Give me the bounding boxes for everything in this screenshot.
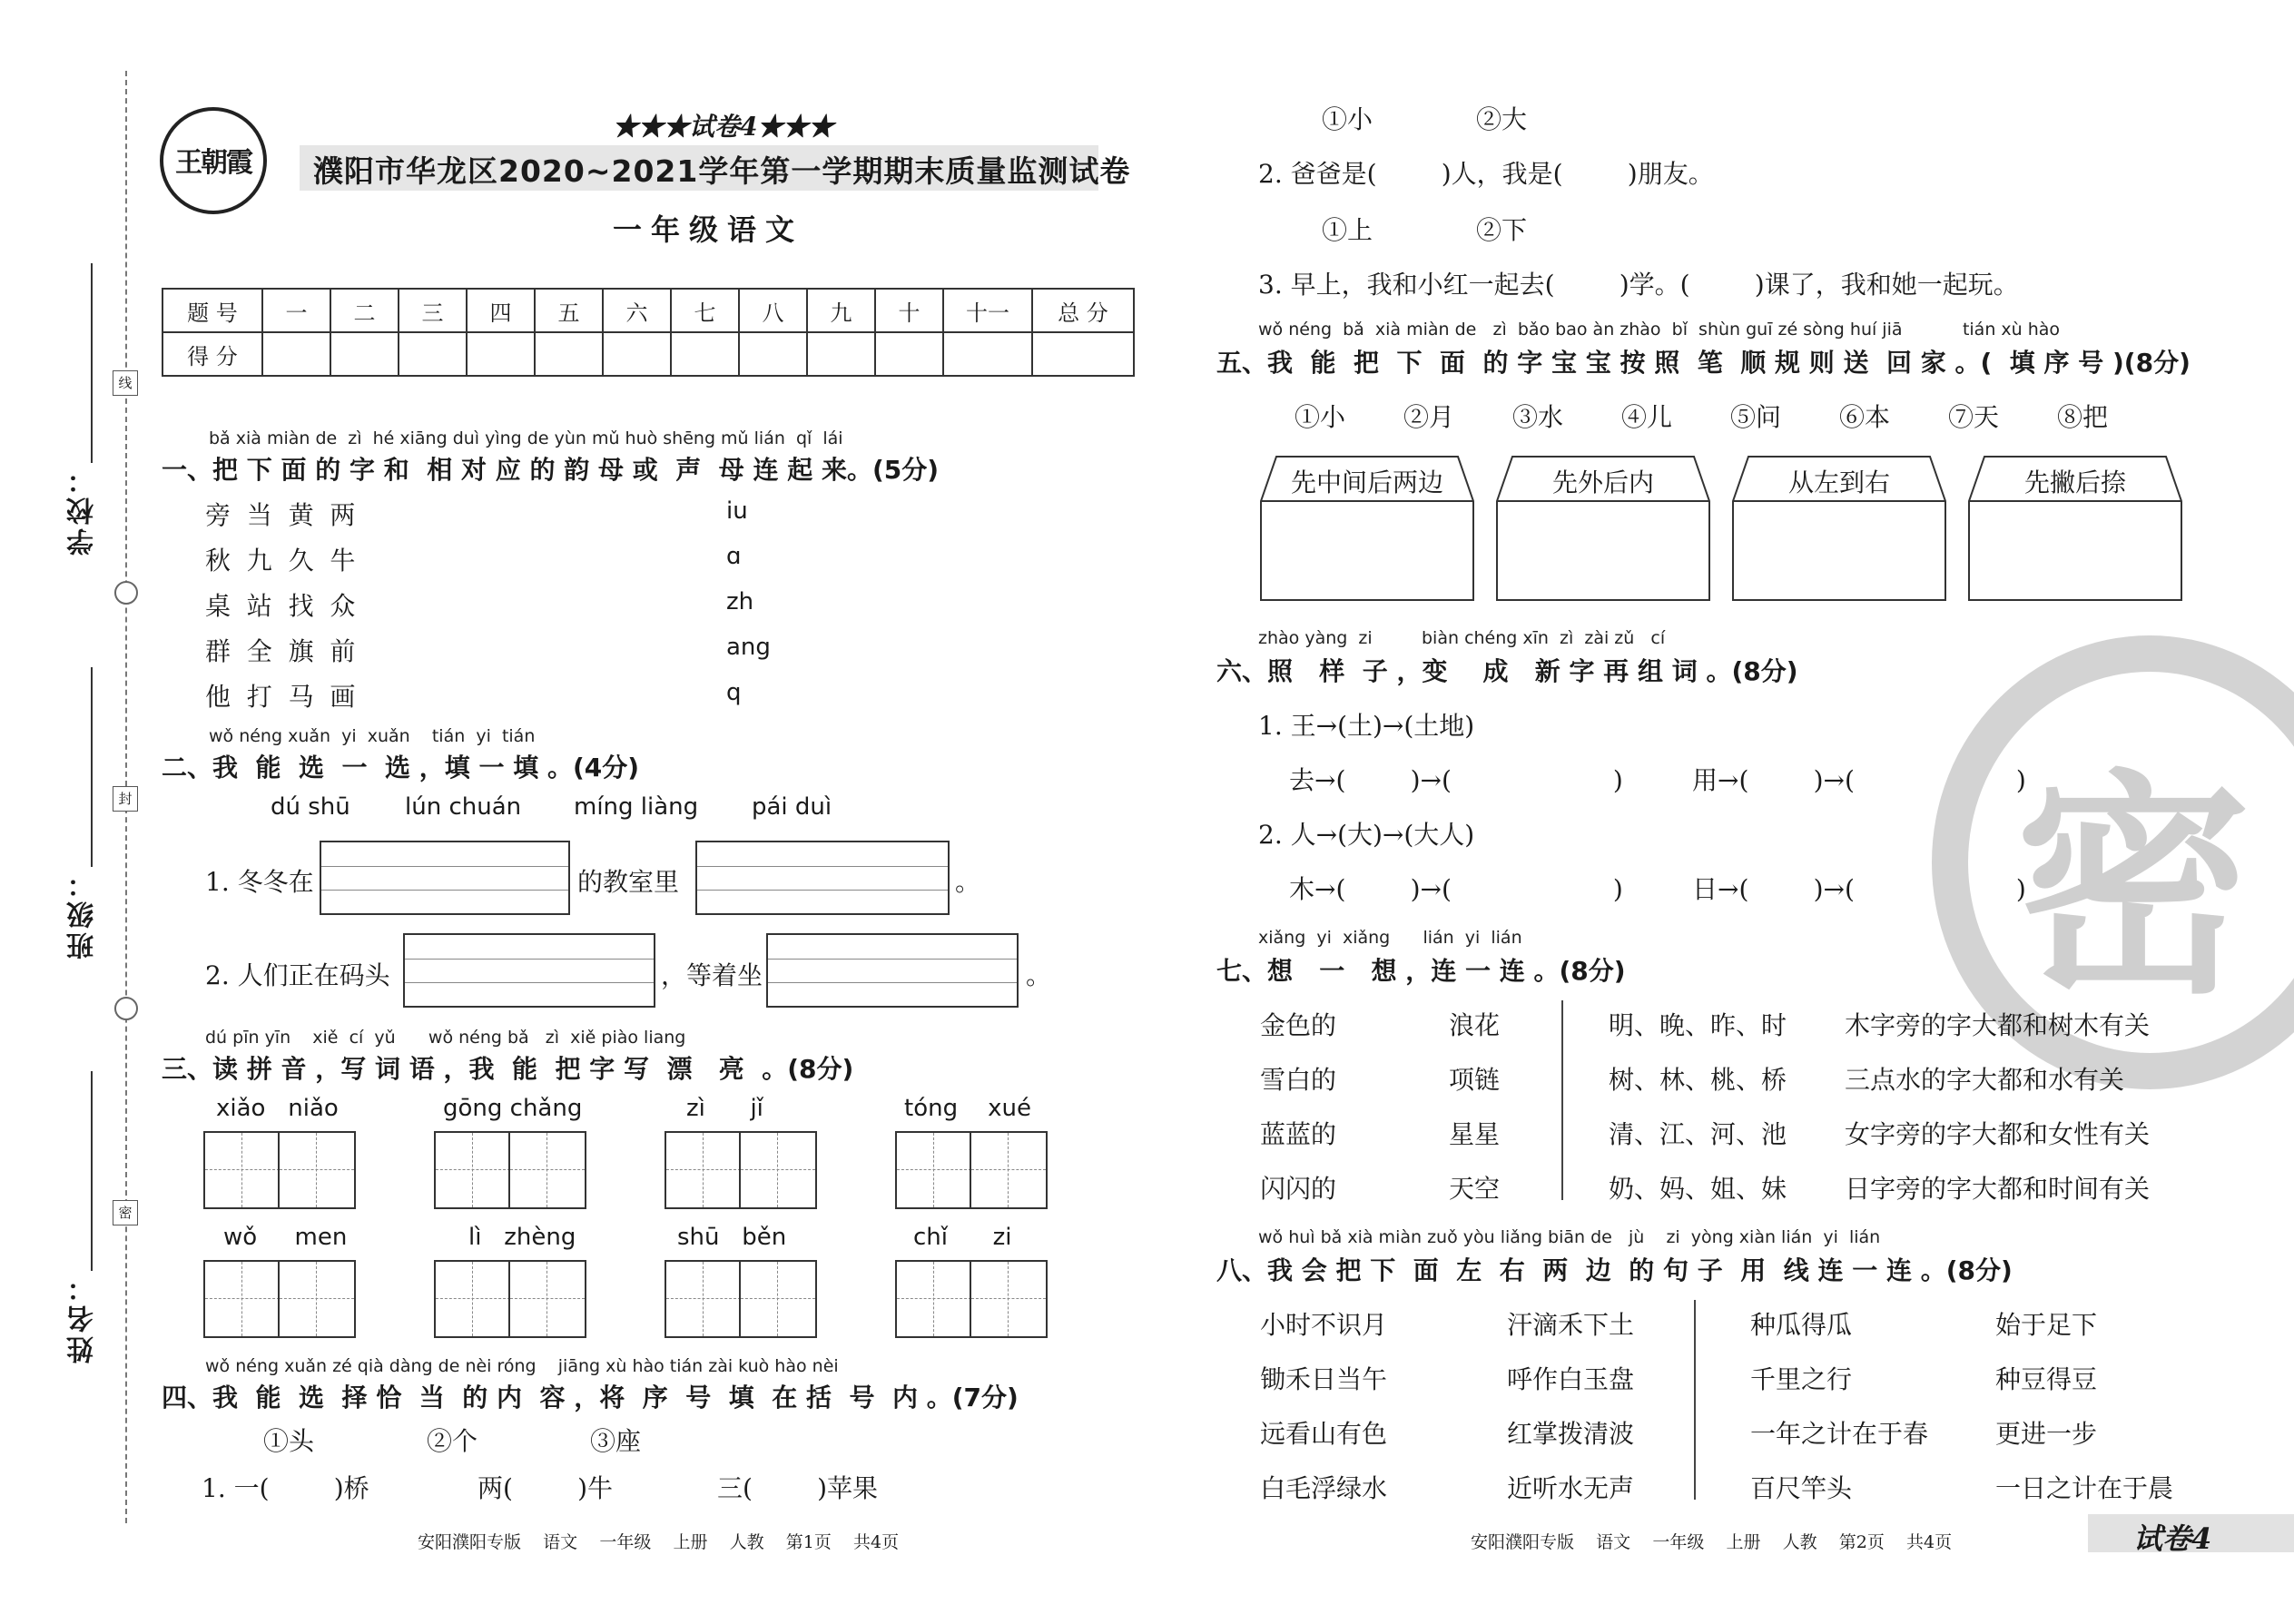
score-header-cell: 九	[807, 289, 875, 332]
logo-text: 王朝霞	[175, 147, 251, 179]
s3-pinyin-cue: shū běn	[677, 1224, 787, 1251]
s2-q2-end: 。	[1026, 960, 1052, 990]
score-cell[interactable]	[943, 332, 1032, 376]
s4-option: ①头	[263, 1426, 315, 1456]
tianzi-cell[interactable]	[434, 1260, 512, 1338]
score-header-cell: 十一	[943, 289, 1032, 332]
s8-line[interactable]: 呼作白玉盘	[1507, 1364, 1635, 1394]
tianzi-cell[interactable]	[665, 1131, 743, 1209]
publisher-logo	[160, 107, 267, 214]
s3-pinyin-cue: zì jǐ	[686, 1095, 763, 1122]
s7-pinyin: xiǎng yi xiǎng lián yi lián	[1258, 928, 1522, 948]
s2-q1-part-a: 1. 冬冬在	[205, 867, 314, 897]
score-table-header-row	[162, 289, 1134, 332]
tianzi-cell[interactable]	[278, 1131, 356, 1209]
binding-hole	[114, 581, 138, 605]
s6-question[interactable]: 用→( )→( )	[1692, 765, 2026, 795]
s1-char-row: 他 打 马 画	[205, 682, 356, 712]
score-cell[interactable]	[1032, 332, 1134, 376]
exam-tag: 试卷4	[2133, 1521, 2212, 1556]
s1-char-row: 群 全 旗 前	[205, 636, 356, 666]
tianzi-cell[interactable]	[508, 1131, 586, 1209]
s5-char: ③水	[1512, 402, 1564, 432]
s8-line[interactable]: 汗滴禾下土	[1507, 1310, 1635, 1340]
s3-title: 三、读 拼 音 ，写 词 语 ，我 能 把 字 写 漂 亮 。(8分)	[162, 1054, 854, 1084]
s3-pinyin-cue: tóng xué	[904, 1095, 1032, 1122]
class-label: 班级：	[67, 867, 99, 960]
score-header-cell: 八	[739, 289, 807, 332]
s4-q3[interactable]: 3. 早上，我和小红一起去( )学。( )课了，我和她一起玩。	[1258, 270, 2019, 300]
s8-divider	[1694, 1300, 1696, 1500]
stroke-rule-house[interactable]	[1496, 456, 1710, 601]
house-label: 先中间后两边	[1290, 468, 1443, 497]
s4-option: ②个	[427, 1426, 478, 1456]
s4-pinyin: wǒ néng xuǎn zé qià dàng de nèi róng jiāng xù hào tián zài kuò hào nèi	[205, 1356, 839, 1376]
s5-pinyin: wǒ néng bǎ xià miàn de zì bǎo bao àn zhào bǐ shùn guī zé sòng huí jiā tián xù hào	[1258, 320, 2061, 340]
score-row-label: 得 分	[162, 332, 262, 376]
s3-pinyin-cue: gōng chǎng	[443, 1095, 583, 1122]
tianzi-cell[interactable]	[739, 1131, 817, 1209]
s5-char: ⑥本	[1839, 402, 1891, 432]
s1-title: 一、把 下 面 的 字 和 相 对 应 的 韵 母 或 声 母 连 起 来。(5分)	[162, 455, 940, 485]
s7-adjective[interactable]: 雪白的	[1260, 1065, 1337, 1095]
watermark-stamp-char: 密	[2015, 752, 2251, 1026]
house-label: 从左到右	[1787, 468, 1890, 497]
tianzi-cell[interactable]	[895, 1131, 973, 1209]
score-header-cell: 十	[875, 289, 943, 332]
s4-q1-item[interactable]: 1. 一( )桥	[202, 1473, 369, 1503]
s8-line[interactable]: 更进一步	[1995, 1419, 2098, 1449]
s7-char-group[interactable]: 奶、妈、姐、妹	[1609, 1174, 1787, 1204]
score-header-cell: 题 号	[162, 289, 262, 332]
s3-pinyin-cue: lì zhèng	[468, 1224, 576, 1251]
s3-pinyin-cue: chǐ zi	[913, 1224, 1012, 1251]
stroke-rule-house[interactable]	[1260, 456, 1474, 601]
s4-title: 四、我 能 选 择 恰 当 的 内 容 ，将 序 号 填 在 括 号 内 。(7分)	[162, 1383, 1019, 1412]
s7-rule[interactable]: 日字旁的字大都和时间有关	[1845, 1174, 2151, 1204]
s1-sound: ang	[726, 634, 771, 661]
s8-line[interactable]: 百尺竿头	[1750, 1473, 1853, 1503]
s6-example: 2. 人→(大)→(大人)	[1258, 820, 1475, 850]
seal-char-mi: 密	[113, 1200, 138, 1225]
s7-rule[interactable]: 木字旁的字大都和树木有关	[1845, 1010, 2151, 1040]
s2-q2-blank-2[interactable]	[766, 933, 1019, 1008]
s6-question[interactable]: 日→( )→( )	[1692, 874, 2026, 904]
class-field[interactable]	[91, 667, 93, 867]
school-field[interactable]	[91, 263, 93, 463]
score-header-cell: 六	[603, 289, 671, 332]
stroke-rule-house[interactable]	[1732, 456, 1946, 601]
score-cell[interactable]	[467, 332, 535, 376]
s1-sound: zh	[726, 588, 754, 615]
s5-char: ⑧把	[2057, 402, 2109, 432]
score-header-cell: 一	[262, 289, 330, 332]
s4-option: ③座	[590, 1426, 642, 1456]
score-cell[interactable]	[399, 332, 467, 376]
s6-pinyin: zhào yàng zi biàn chéng xīn zì zài zǔ cí	[1258, 628, 1666, 648]
score-header-cell: 三	[399, 289, 467, 332]
score-header-cell: 五	[535, 289, 603, 332]
s1-char-row: 秋 九 久 牛	[205, 546, 356, 576]
s3-pinyin: dú pīn yīn xiě cí yǔ wǒ néng bǎ zì xiě piào liang	[205, 1028, 686, 1048]
score-header-cell: 二	[330, 289, 399, 332]
s8-line[interactable]: 始于足下	[1995, 1310, 2098, 1340]
s8-line[interactable]: 远看山有色	[1260, 1419, 1388, 1449]
tianzi-cell[interactable]	[508, 1260, 586, 1338]
s4-option: ②大	[1476, 104, 1528, 134]
s8-pinyin: wǒ huì bǎ xià miàn zuǒ yòu liǎng biān de jù zi yòng xiàn lián yi lián	[1258, 1227, 1881, 1247]
s2-option: pái duì	[752, 793, 832, 821]
s7-noun[interactable]: 星星	[1449, 1119, 1501, 1149]
tianzi-cell[interactable]	[203, 1260, 281, 1338]
house-label: 先外后内	[1551, 468, 1654, 497]
s6-question[interactable]: 木→( )→( )	[1289, 874, 1623, 904]
score-cell[interactable]	[807, 332, 875, 376]
s2-q1-end: 。	[955, 867, 981, 897]
stroke-rule-house[interactable]	[1968, 456, 2182, 601]
s2-option: lún chuán	[405, 793, 522, 821]
s7-char-group[interactable]: 树、林、桃、桥	[1609, 1065, 1787, 1095]
s1-sound: iu	[726, 497, 748, 525]
s8-line[interactable]: 种瓜得瓜	[1750, 1310, 1853, 1340]
tianzi-cell[interactable]	[895, 1260, 973, 1338]
score-cell[interactable]	[671, 332, 739, 376]
s8-line[interactable]: 小时不识月	[1260, 1310, 1388, 1340]
tianzi-cell[interactable]	[665, 1260, 743, 1338]
s8-line[interactable]: 种豆得豆	[1995, 1364, 2098, 1394]
right-page-footer: 安阳濮阳专版 语文 一年级 上册 人教 第2页 共4页	[1471, 1532, 1953, 1552]
s7-noun[interactable]: 项链	[1449, 1065, 1501, 1095]
score-header-cell: 总 分	[1032, 289, 1134, 332]
s7-char-group[interactable]: 明、晚、昨、时	[1609, 1010, 1787, 1040]
s5-char: ⑦天	[1948, 402, 2000, 432]
exam-title: 濮阳市华龙区2020~2021学年第一学期期末质量监测试卷	[313, 153, 1131, 189]
s4-q1-item[interactable]: 三( )苹果	[717, 1473, 879, 1503]
name-label: 姓名：	[67, 1271, 99, 1363]
s6-example: 1. 王→(土)→(土地)	[1258, 711, 1475, 741]
s4-q2[interactable]: 2. 爸爸是( )人，我是( )朋友。	[1258, 159, 1714, 189]
tianzi-cell[interactable]	[434, 1131, 512, 1209]
s2-q1-blank-1[interactable]	[320, 841, 570, 915]
s4-q1-item[interactable]: 两( )牛	[478, 1473, 614, 1503]
s3-pinyin-cue: wǒ men	[223, 1224, 348, 1251]
s7-noun[interactable]: 天空	[1449, 1174, 1501, 1204]
tianzi-cell[interactable]	[203, 1131, 281, 1209]
s2-pinyin: wǒ néng xuǎn yi xuǎn tián yi tián	[209, 726, 536, 746]
s7-rule[interactable]: 三点水的字大都和水有关	[1845, 1065, 2125, 1095]
score-table	[162, 288, 1135, 377]
tianzi-cell[interactable]	[970, 1260, 1048, 1338]
s5-title: 五、我 能 把 下 面 的 字 宝 宝 按 照 笔 顺 规 则 送 回 家 。( 填 序 号 )(8分)	[1216, 348, 2191, 378]
s7-char-group[interactable]: 清、江、河、池	[1609, 1119, 1787, 1149]
score-cell[interactable]	[875, 332, 943, 376]
tianzi-cell[interactable]	[278, 1260, 356, 1338]
s5-char: ②月	[1403, 402, 1455, 432]
s1-sound: q	[726, 679, 742, 706]
score-cell[interactable]	[603, 332, 671, 376]
s7-title: 七、想 一 想 ，连 一 连 。(8分)	[1216, 956, 1626, 986]
tianzi-cell[interactable]	[970, 1131, 1048, 1209]
s1-char-row: 桌 站 找 众	[205, 591, 356, 621]
s6-title: 六、照 样 子 ，变 成 新 字 再 组 词 。(8分)	[1216, 656, 1798, 686]
s7-noun[interactable]: 浪花	[1449, 1010, 1501, 1040]
s2-title: 二、我 能 选 一 选 ，填 一 填 。(4分)	[162, 753, 640, 782]
s1-pinyin: bǎ xià miàn de zì hé xiāng duì yìng de yùn mǔ huò shēng mǔ lián qǐ lái	[209, 428, 843, 448]
s1-sound: ɑ	[726, 543, 742, 570]
house-label: 先撇后捺	[2023, 468, 2126, 497]
score-cell[interactable]	[739, 332, 807, 376]
s2-q1-part-b: 的教室里	[577, 867, 680, 897]
s7-rule[interactable]: 女字旁的字大都和女性有关	[1845, 1119, 2151, 1149]
s8-line[interactable]: 红掌拨清波	[1507, 1419, 1635, 1449]
left-page-footer: 安阳濮阳专版 语文 一年级 上册 人教 第1页 共4页	[418, 1532, 900, 1552]
s5-char: ①小	[1295, 402, 1346, 432]
exam-subject: 一年级语文	[613, 212, 804, 247]
s7-adjective[interactable]: 金色的	[1260, 1010, 1337, 1040]
s2-q1-blank-2[interactable]	[695, 841, 950, 915]
score-cell[interactable]	[330, 332, 399, 376]
s7-adjective[interactable]: 闪闪的	[1260, 1174, 1337, 1204]
s3-pinyin-cue: xiǎo niǎo	[216, 1095, 339, 1122]
tianzi-cell[interactable]	[739, 1260, 817, 1338]
s4-option: ①上	[1322, 215, 1373, 245]
score-table-score-row	[162, 332, 1134, 376]
s5-char: ⑤问	[1730, 402, 1782, 432]
seal-char-feng: 封	[113, 786, 138, 812]
name-field[interactable]	[91, 1071, 93, 1271]
s2-q2-part-b: ，等着坐	[661, 960, 763, 990]
s2-q2-blank-1[interactable]	[403, 933, 655, 1008]
s2-option: dú shū	[271, 793, 350, 821]
s2-option: míng liàng	[574, 793, 699, 821]
exam-number: ★★★试卷4★★★	[613, 112, 834, 142]
s8-line[interactable]: 近听水无声	[1507, 1473, 1635, 1503]
s8-title: 八、我 会 把 下 面 左 右 两 边 的 句 子 用 线 连 一 连 。(8分)	[1216, 1255, 2013, 1285]
seal-char-xian: 线	[113, 370, 138, 396]
s7-adjective[interactable]: 蓝蓝的	[1260, 1119, 1337, 1149]
s2-q2-part-a: 2. 人们正在码头	[205, 960, 390, 990]
s1-char-row: 旁 当 黄 两	[205, 500, 356, 530]
s4-option: ①小	[1322, 104, 1373, 134]
score-cell[interactable]	[535, 332, 603, 376]
s6-question[interactable]: 去→( )→( )	[1289, 765, 1623, 795]
s5-char: ④儿	[1621, 402, 1673, 432]
score-header-cell: 七	[671, 289, 739, 332]
score-cell[interactable]	[262, 332, 330, 376]
s8-line[interactable]: 一日之计在于晨	[1995, 1473, 2174, 1503]
binding-hole	[114, 997, 138, 1020]
s8-line[interactable]: 白毛浮绿水	[1260, 1473, 1388, 1503]
score-header-cell: 四	[467, 289, 535, 332]
s7-divider	[1561, 1000, 1563, 1200]
s4-option: ②下	[1476, 215, 1528, 245]
s8-line[interactable]: 千里之行	[1750, 1364, 1853, 1394]
s8-line[interactable]: 一年之计在于春	[1750, 1419, 1929, 1449]
s8-line[interactable]: 锄禾日当午	[1260, 1364, 1388, 1394]
school-label: 学校：	[67, 463, 99, 556]
